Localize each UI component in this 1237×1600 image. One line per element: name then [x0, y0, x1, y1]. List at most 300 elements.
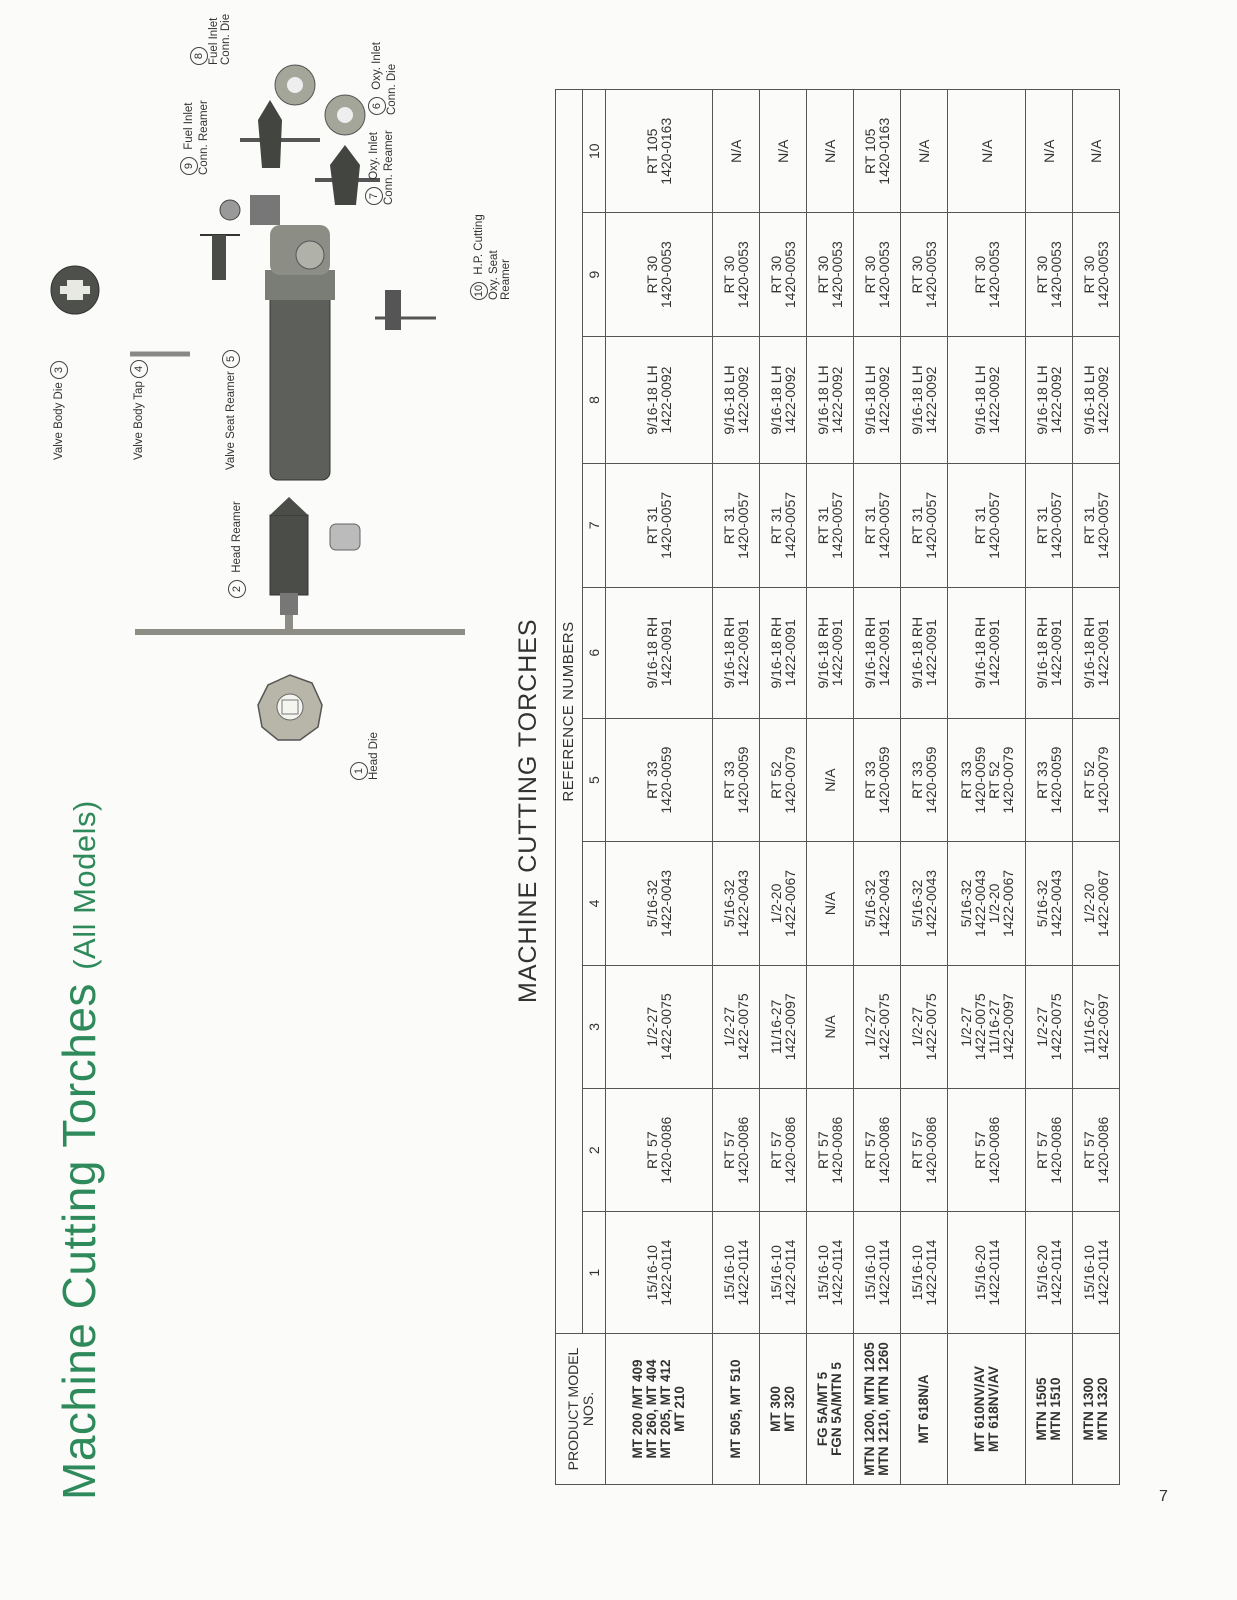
reference-cell: [1073, 1089, 1120, 1212]
callout-valve-body-tap: [130, 356, 148, 460]
reference-cell: [606, 213, 713, 336]
table-row: [901, 90, 948, 1485]
reference-line: RT 30: [971, 255, 988, 294]
callout-number: 4: [130, 360, 148, 378]
callout-number: 2: [228, 580, 246, 598]
reference-cell: [901, 1212, 948, 1334]
reference-line: 1420-0053: [923, 241, 939, 309]
reference-line: 1420-0086: [658, 1116, 674, 1184]
model-line: MT 618N/A: [916, 1374, 931, 1444]
reference-table: [555, 89, 1120, 1485]
callout-oxy-inlet-conn-reamer: [365, 130, 395, 205]
reference-line: N/A: [1041, 139, 1057, 163]
reference-cell: [1026, 213, 1073, 336]
callout-label-2: Conn. Reamer: [383, 130, 395, 205]
reference-line: 1420-0059: [1048, 746, 1064, 814]
reference-cell: [1073, 587, 1120, 718]
reference-cell: [948, 587, 1026, 718]
reference-cell: [1026, 842, 1073, 965]
reference-cell: [760, 842, 807, 965]
reference-line: 1422-0091: [782, 619, 798, 687]
reference-line: 1420-0086: [876, 1116, 892, 1184]
reference-line: RT 31: [768, 506, 784, 545]
reference-line: 15/16-10: [768, 1245, 784, 1301]
reference-line: 9/16-18 RH: [1081, 616, 1097, 689]
reference-cell: [901, 965, 948, 1088]
reference-line: 1422-0114: [985, 1239, 1002, 1306]
reference-cell: [713, 213, 760, 336]
callout-label-2: Conn. Reamer: [198, 100, 210, 175]
head-reamer-icon: [135, 497, 465, 632]
reference-cell: [760, 213, 807, 336]
reference-numbers-header: REFERENCE NUMBERS: [556, 90, 583, 1334]
reference-line: 15/16-10: [909, 1245, 925, 1301]
title-subtitle: (All Models): [67, 800, 102, 970]
reference-cell: [606, 464, 713, 587]
reference-cell: [1026, 90, 1073, 213]
reference-line: RT 105: [644, 128, 660, 174]
reference-line: RT 31: [971, 506, 988, 545]
model-line: MTN 1320: [1095, 1377, 1110, 1441]
reference-line: 1422-0075: [876, 993, 892, 1061]
reference-cell: [807, 213, 854, 336]
reference-line: 5/16-32: [644, 879, 660, 928]
reference-cell: [713, 718, 760, 841]
callout-label-3: Reamer: [500, 259, 512, 300]
reference-line: 9/16-18 LH: [721, 365, 737, 435]
reference-line: 1420-0086: [782, 1116, 798, 1184]
reference-line: 1422-0043: [876, 869, 892, 937]
model-cell: [807, 1334, 854, 1485]
reference-cell: [948, 90, 1026, 213]
callout-number: 7: [365, 187, 383, 205]
reference-line: RT 30: [862, 255, 878, 294]
reference-cell: [760, 90, 807, 213]
reference-line: 9/16-18 RH: [862, 616, 878, 689]
reference-cell: [901, 336, 948, 463]
reference-line: 1422-0075: [735, 993, 751, 1061]
reference-cell: [1026, 1212, 1073, 1334]
reference-line: RT 31: [909, 506, 925, 545]
reference-line: 1420-0057: [658, 491, 674, 559]
reference-cell: [807, 718, 854, 841]
reference-line: 1422-0091: [1048, 619, 1064, 687]
reference-line: 1422-0097: [1095, 993, 1111, 1061]
reference-cell: [713, 1212, 760, 1334]
reference-line: 1422-0114: [1095, 1239, 1111, 1306]
reference-cell: [1073, 336, 1120, 463]
reference-cell: [807, 842, 854, 965]
reference-cell: [713, 965, 760, 1088]
product-header: [556, 1334, 606, 1485]
reference-line: 1422-0114: [1048, 1239, 1064, 1306]
reference-line: 5/16-32: [909, 879, 925, 928]
reference-line: 9/16-18 LH: [1081, 365, 1097, 435]
reference-line: 1420-0053: [829, 241, 845, 309]
reference-line: 1420-0086: [1048, 1116, 1064, 1184]
reference-line: 1422-0075: [1048, 993, 1064, 1061]
reference-line: RT 57: [644, 1131, 660, 1170]
reference-line: RT 57: [971, 1131, 988, 1170]
model-line: MTN 1505: [1034, 1377, 1049, 1441]
reference-line: 1420-0086: [923, 1116, 939, 1184]
reference-cell: [606, 842, 713, 965]
valve-body-die-icon: [51, 266, 99, 314]
reference-line: 1422-0043: [971, 869, 988, 937]
reference-line: RT 52: [1081, 761, 1097, 799]
reference-cell: [606, 965, 713, 1088]
reference-cell: [948, 464, 1026, 587]
reference-cell: [1073, 965, 1120, 1088]
callout-label: Valve Body Die: [53, 382, 66, 460]
reference-line: 11/16-27: [1081, 999, 1097, 1054]
reference-line: 1422-0043: [658, 869, 674, 937]
reference-line: 1420-0053: [985, 241, 1002, 309]
reference-line: 1420-0079: [999, 746, 1016, 814]
reference-cell: [713, 464, 760, 587]
reference-line: 9/16-18 LH: [768, 365, 784, 435]
callout-number: 1: [350, 762, 368, 780]
table-heading: MACHINE CUTTING TORCHES: [514, 618, 542, 1003]
model-cell: [606, 1334, 713, 1485]
reference-line: 1422-0114: [735, 1239, 751, 1306]
callout-label-1: Oxy. Inlet: [368, 132, 381, 180]
reference-line: 1420-0057: [923, 491, 939, 559]
model-line: MT 505, MT 510: [728, 1359, 743, 1459]
reference-line: 1422-0097: [999, 993, 1016, 1061]
reference-number-header: 4: [583, 842, 606, 965]
reference-line: 9/16-18 RH: [909, 616, 925, 689]
reference-cell: [713, 336, 760, 463]
reference-line: 1/2-27: [862, 1006, 878, 1047]
reference-line: N/A: [822, 768, 838, 792]
callout-label-1: Fuel Inlet: [183, 102, 196, 150]
reference-line: RT 33: [721, 761, 737, 799]
reference-cell: [948, 842, 1026, 965]
reference-cell: [606, 90, 713, 213]
reference-cell: [854, 213, 901, 336]
reference-line: 1420-0079: [1095, 746, 1111, 814]
reference-line: RT 57: [768, 1131, 784, 1170]
reference-line: RT 33: [957, 761, 974, 799]
reference-line: 1420-0053: [876, 241, 892, 309]
callout-label-1: Oxy. Inlet: [371, 42, 384, 90]
reference-line: 1420-0053: [735, 241, 751, 309]
table-row: [948, 90, 1026, 1485]
reference-line: RT 52: [768, 761, 784, 799]
reference-line: 1422-0091: [985, 619, 1002, 687]
reference-line: 1420-0086: [735, 1116, 751, 1184]
reference-line: 9/16-18 LH: [1034, 365, 1050, 435]
callout-number: 3: [50, 361, 68, 379]
reference-line: N/A: [978, 139, 995, 163]
reference-line: 1/2-27: [1034, 1006, 1050, 1047]
reference-line: N/A: [822, 139, 838, 163]
reference-line: 15/16-10: [815, 1245, 831, 1301]
reference-cell: [854, 587, 901, 718]
reference-cell: [901, 90, 948, 213]
reference-line: 1422-0092: [923, 366, 939, 434]
reference-line: 1422-0092: [735, 366, 751, 434]
reference-number-header: 2: [583, 1089, 606, 1212]
callout-number: 10: [470, 282, 488, 300]
tools-illustration: [0, 0, 520, 1600]
reference-cell: [854, 90, 901, 213]
reference-line: 1422-0067: [1095, 869, 1111, 937]
reference-cell: [948, 718, 1026, 841]
reference-cell: [1073, 90, 1120, 213]
reference-line: 1422-0114: [782, 1239, 798, 1306]
callout-label-1: Fuel Inlet: [208, 17, 220, 65]
reference-cell: [901, 213, 948, 336]
reference-number-row: [583, 90, 606, 1485]
reference-line: RT 31: [1081, 506, 1097, 545]
callout-number: 5: [222, 350, 240, 368]
reference-cell: [807, 1089, 854, 1212]
hp-cutting-oxy-seat-reamer-icon: [375, 290, 436, 330]
reference-line: 9/16-18 RH: [644, 616, 660, 689]
reference-line: N/A: [728, 139, 744, 163]
reference-line: 1422-0075: [923, 993, 939, 1061]
reference-line: RT 31: [721, 506, 737, 545]
reference-line: 11/16-27: [985, 999, 1002, 1054]
reference-cell: [807, 587, 854, 718]
reference-line: 1422-0091: [829, 619, 845, 687]
reference-line: RT 30: [909, 255, 925, 294]
reference-line: 9/16-18 LH: [971, 365, 988, 435]
callout-fuel-inlet-conn-die: [190, 14, 232, 65]
reference-line: 9/16-18 LH: [909, 365, 925, 435]
reference-line: 1422-0092: [1048, 366, 1064, 434]
reference-line: 1422-0092: [782, 366, 798, 434]
table-row: [713, 90, 760, 1485]
reference-line: 1420-0059: [923, 746, 939, 814]
model-cell: [713, 1334, 760, 1485]
reference-line: 1422-0091: [876, 619, 892, 687]
reference-number-header: 9: [583, 213, 606, 336]
reference-cell: [854, 464, 901, 587]
reference-line: 1/2-27: [957, 1006, 974, 1047]
callout-label: Valve Seat Reamer: [225, 371, 238, 470]
callout-number: 9: [180, 157, 198, 175]
reference-line: RT 33: [862, 761, 878, 799]
model-line: MT 205, MT 412: [658, 1359, 673, 1459]
reference-line: 9/16-18 RH: [768, 616, 784, 689]
reference-line: RT 57: [815, 1131, 831, 1170]
table-row: [1073, 90, 1120, 1485]
reference-line: 1422-0091: [658, 619, 674, 687]
reference-line: 1/2-27: [909, 1006, 925, 1047]
reference-cell: [854, 965, 901, 1088]
reference-line: 1420-0053: [658, 241, 674, 309]
reference-cell: [901, 718, 948, 841]
model-cell: [948, 1334, 1026, 1485]
callout-valve-body-die: [50, 357, 68, 460]
model-line: MT 618NV/AV: [985, 1365, 1001, 1453]
model-line: MTN 1300: [1081, 1377, 1096, 1441]
reference-line: 1420-0053: [1048, 241, 1064, 309]
head-die-icon: [258, 675, 322, 740]
reference-line: 1422-0043: [1048, 869, 1064, 937]
reference-cell: [854, 842, 901, 965]
reference-cell: [760, 336, 807, 463]
reference-line: RT 33: [644, 761, 660, 799]
reference-cell: [948, 1089, 1026, 1212]
model-line: MT 260, MT 404: [644, 1359, 659, 1459]
reference-cell: [807, 464, 854, 587]
reference-line: 1422-0092: [658, 366, 674, 434]
model-line: FG 5A/MT 5: [815, 1371, 830, 1447]
reference-cell: [948, 336, 1026, 463]
reference-line: 1420-0059: [876, 746, 892, 814]
reference-line: RT 30: [644, 255, 660, 294]
callout-label: Valve Body Tap: [133, 381, 146, 460]
reference-line: 5/16-32: [1034, 879, 1050, 928]
callout-label-2: Oxy. Seat: [488, 250, 500, 300]
reference-line: N/A: [775, 139, 791, 163]
reference-cell: [606, 587, 713, 718]
callout-label-2: Conn. Die: [386, 63, 398, 115]
model-cell: [901, 1334, 948, 1485]
callout-label: Head Reamer: [231, 501, 244, 573]
reference-cell: [713, 587, 760, 718]
reference-cell: [901, 1089, 948, 1212]
reference-number-header: 6: [583, 587, 606, 718]
reference-line: RT 105: [862, 128, 878, 174]
reference-cell: [901, 464, 948, 587]
callout-number: 8: [190, 47, 208, 65]
reference-line: 15/16-10: [862, 1245, 878, 1301]
model-line: MT 320: [782, 1386, 797, 1432]
reference-line: 1420-0053: [782, 241, 798, 309]
reference-line: 1422-0075: [658, 993, 674, 1061]
reference-line: 5/16-32: [957, 879, 974, 928]
reference-line: 1420-0057: [985, 491, 1002, 559]
model-line: MTN 1210, MTN 1260: [876, 1342, 891, 1476]
reference-cell: [760, 587, 807, 718]
reference-line: 1422-0114: [923, 1239, 939, 1306]
reference-cell: [948, 213, 1026, 336]
reference-line: 1/2-27: [721, 1006, 737, 1047]
reference-cell: [713, 842, 760, 965]
callout-label-2: Conn. Die: [220, 13, 232, 65]
reference-line: N/A: [822, 891, 838, 916]
reference-line: RT 30: [768, 255, 784, 294]
reference-line: 1420-0086: [985, 1116, 1002, 1184]
reference-cell: [854, 718, 901, 841]
reference-line: 1420-0057: [876, 491, 892, 559]
reference-line: 1422-0043: [923, 869, 939, 937]
reference-line: 1420-0057: [735, 491, 751, 559]
reference-line: 9/16-18 RH: [1034, 616, 1050, 689]
reference-line: RT 30: [721, 255, 737, 294]
reference-line: 9/16-18 LH: [862, 365, 878, 435]
callout-valve-seat-reamer: [222, 346, 240, 470]
reference-line: 15/16-10: [644, 1245, 660, 1301]
reference-cell: [713, 1089, 760, 1212]
reference-cell: [901, 842, 948, 965]
reference-line: RT 30: [815, 255, 831, 294]
reference-line: RT 57: [909, 1131, 925, 1170]
reference-line: 1420-0053: [1095, 241, 1111, 309]
reference-line: 1420-0059: [735, 746, 751, 814]
fuel-inlet-conn-reamer-icon: [240, 100, 320, 168]
reference-line: 1422-0097: [782, 993, 798, 1061]
reference-line: 1420-0086: [1095, 1116, 1111, 1184]
reference-cell: [1026, 587, 1073, 718]
reference-cell: [1073, 1212, 1120, 1334]
table-row: [807, 90, 854, 1485]
reference-line: 15/16-10: [721, 1245, 737, 1301]
reference-line: 1420-0057: [1095, 491, 1111, 559]
reference-line: 1420-0079: [782, 746, 798, 814]
reference-cell: [760, 1212, 807, 1334]
reference-cell: [1026, 718, 1073, 841]
reference-line: 9/16-18 RH: [971, 616, 988, 689]
reference-line: RT 57: [721, 1131, 737, 1170]
reference-line: 1422-0091: [923, 619, 939, 687]
product-header-line-1: PRODUCT: [564, 1401, 581, 1471]
reference-line: 1420-0057: [1048, 491, 1064, 559]
callout-label: Head Die: [368, 732, 380, 780]
model-line: MT 300: [768, 1386, 783, 1432]
reference-line: 9/16-18 LH: [644, 365, 660, 435]
table-row: [760, 90, 807, 1485]
reference-line: RT 31: [644, 506, 660, 545]
reference-line: RT 31: [815, 506, 831, 545]
reference-cell: [1026, 1089, 1073, 1212]
reference-cell: [901, 587, 948, 718]
reference-cell: [1073, 464, 1120, 587]
callout-number: 6: [368, 97, 386, 115]
reference-cell: [807, 1212, 854, 1334]
reference-line: 5/16-32: [862, 879, 878, 928]
reference-cell: [807, 965, 854, 1088]
reference-cell: [713, 90, 760, 213]
reference-line: RT 30: [1034, 255, 1050, 294]
reference-line: RT 31: [862, 506, 878, 545]
reference-cell: [854, 1212, 901, 1334]
model-line: MT 610NV/AV: [971, 1365, 987, 1453]
reference-number-header: 8: [583, 336, 606, 463]
reference-line: 1/2-20: [985, 883, 1002, 924]
reference-line: RT 30: [1081, 255, 1097, 294]
reference-line: 1422-0075: [971, 993, 988, 1061]
reference-number-header: 7: [583, 464, 606, 587]
page-number: 7: [1159, 1488, 1168, 1505]
title-main: Machine Cutting Torches: [53, 983, 105, 1500]
model-line: FGN 5A/MTN 5: [829, 1362, 844, 1456]
reference-line: 1420-0163: [876, 117, 892, 185]
reference-line: 1/2-20: [768, 883, 784, 924]
reference-line: N/A: [822, 1015, 838, 1039]
reference-line: RT 57: [1081, 1131, 1097, 1170]
valve-body-tap-icon: [130, 235, 240, 354]
reference-line: RT 33: [1034, 761, 1050, 799]
reference-line: 15/16-10: [1081, 1245, 1097, 1301]
reference-line: RT 57: [862, 1131, 878, 1170]
reference-number-header: 3: [583, 965, 606, 1088]
model-cell: [1073, 1334, 1120, 1485]
reference-line: 15/16-20: [971, 1245, 988, 1301]
reference-line: 1422-0043: [735, 869, 751, 937]
reference-line: 1422-0067: [999, 869, 1016, 937]
table-row: [854, 90, 901, 1485]
reference-line: RT 33: [909, 761, 925, 799]
table-row: [1026, 90, 1073, 1485]
reference-cell: [606, 336, 713, 463]
reference-line: RT 52: [985, 761, 1002, 799]
